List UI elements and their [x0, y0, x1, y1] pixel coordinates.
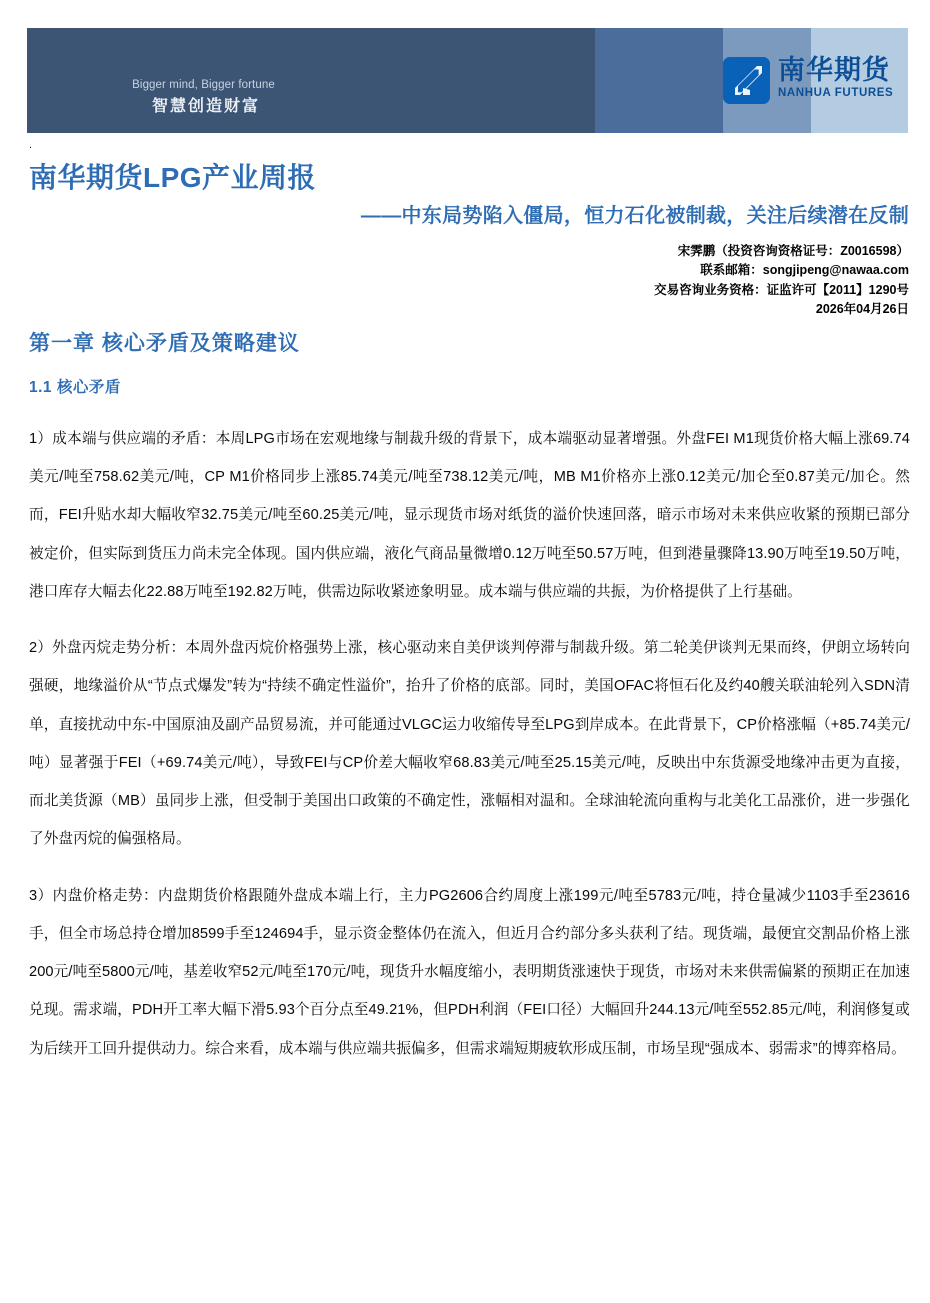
banner-band-primary	[27, 28, 595, 133]
page-title: 南华期货LPG产业周报	[29, 162, 317, 193]
logo-text-block	[778, 57, 893, 100]
banner-band-secondary	[595, 28, 723, 133]
meta-author: 宋霁鹏（投资咨询资格证号：Z0016598）	[677, 244, 909, 258]
tagline-english: Bigger mind, Bigger fortune	[132, 79, 275, 92]
logo-company-english: NANHUA FUTURES	[778, 87, 894, 99]
document-meta	[29, 242, 909, 320]
meta-email: 联系邮箱：songjipeng@nawaa.com	[700, 263, 909, 278]
page-subtitle: ——中东局势陷入僵局，恒力石化被制裁，关注后续潜在反制	[360, 205, 909, 227]
section-heading: 1.1 核心矛盾	[29, 379, 121, 396]
meta-license: 交易咨询业务资格：证监许可【2011】1290号	[654, 282, 909, 297]
logo-mark-icon	[723, 57, 770, 104]
paragraph: 3）内盘价格走势：内盘期货价格跟随外盘成本端上行，主力PG2606合约周度上涨199元/吨至5783元/吨，持仓量减少1103手至23616手，但全市场总持仓增加8599手至124694手，显示资金整体仍在流入，但近月合约部分多头获利了结。现货端，最便宜交割品价格上涨200元/吨至5800元/吨，基差收窄52元/吨至170元/吨，现货升水幅度缩小，表明期货涨速快于现货，市场对未来供需偏紧的预期正在加速兑现。需求端，PDH开工率大幅下滑5.93个百分点至49.21%，但PDH利润（FEI口径）大幅回升244.13元/吨至552.85元/吨，利润修复或为后续开工回升提供动力。综合来看，成本端与供应端共振偏多，但需求端短期疲软形成压制，市场呈现“强成本、弱需求”的博弈格局。	[29, 887, 910, 1057]
tagline-chinese: 智慧创造财富	[151, 98, 260, 115]
paragraph: 1）成本端与供应端的矛盾：本周LPG市场在宏观地缘与制裁升级的背景下，成本端驱动显著增强。外盘FEI M1现货价格大幅上涨69.74美元/吨至758.62美元/吨，CP M1价格同步上涨85.74美元/吨至738.12美元/吨，MB M1价格亦上涨0.12美元/加仑至0.87美元/加仑。然而，FEI升贴水却大幅收窄32.75美元/吨至60.25美元/吨，显示现货市场对纸货的溢价快速回落，暗示市场对未来供应收紧的预期已部分被定价，但实际到货压力尚未完全体现。国内供应端，液化气商品量微增0.12万吨至50.57万吨，但到港量骤降13.90万吨至19.50万吨，港口库存大幅去化22.88万吨至192.82万吨，供需边际收紧迹象明显。成本端与供应端的共振，为价格提供了上行基础。	[29, 431, 910, 600]
paragraph: 2）外盘丙烷走势分析：本周外盘丙烷价格强势上涨，核心驱动来自美伊谈判停滞与制裁升级。第二轮美伊谈判无果而终，伊朗立场转向强硬，地缘溢价从“节点式爆发”转为“持续不确定性溢价”，抬升了价格的底部。同时，美国OFAC将恒石化及约40艘关联油轮列入SDN清单，直接扰动中东-中国原油及副产品贸易流，并可能通过VLGC运力收缩传导至LPG到岸成本。在此背景下，CP价格涨幅（+85.74美元/吨）显著强于FEI（+69.74美元/吨），导致FEI与CP价差大幅收窄68.83美元/吨至25.15美元/吨，反映出中东货源受地缘冲击更为直接，而北美货源（MB）虽同步上涨，但受制于美国出口政策的不确定性，涨幅相对温和。全球油轮流向重构与北美化工品涨价，进一步强化了外盘丙烷的偏强格局。	[29, 640, 910, 848]
body-content	[29, 420, 910, 1068]
meta-date: 2026年04月26日	[815, 302, 909, 317]
banner-tagline	[27, 28, 595, 133]
logo-company-chinese: 南华期货	[778, 55, 890, 86]
stray-punctuation-mark: .	[29, 139, 33, 151]
nanhua-futures-logo	[723, 57, 893, 104]
chapter-heading: 第一章 核心矛盾及策略建议	[29, 332, 300, 355]
